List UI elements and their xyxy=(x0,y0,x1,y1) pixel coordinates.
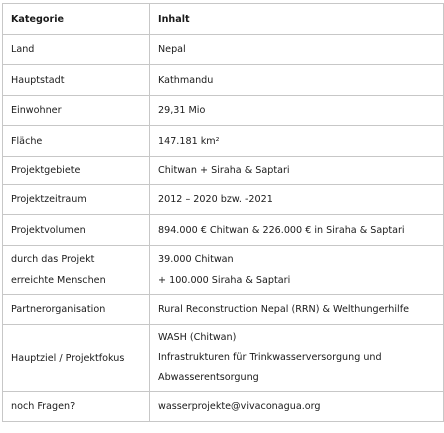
row-value: 147.181 km² xyxy=(150,126,444,157)
row-value xyxy=(150,246,444,295)
row-value: Nepal xyxy=(150,35,444,65)
row-key: Fläche xyxy=(3,126,150,157)
row-value-line: 39.000 Chitwan xyxy=(158,254,234,265)
table-row xyxy=(3,126,444,157)
row-key: Hauptziel / Projektfokus xyxy=(3,325,150,392)
row-value: Rural Reconstruction Nepal (RRN) & Welthungerhilfe xyxy=(150,295,444,325)
header-value-cell: Inhalt xyxy=(150,4,444,35)
row-key xyxy=(3,246,150,295)
row-value: Chitwan + Siraha & Saptari xyxy=(150,157,444,185)
row-key: Hauptstadt xyxy=(3,65,150,96)
row-value: Kathmandu xyxy=(150,65,444,96)
row-key-line: erreichte Menschen xyxy=(11,275,106,286)
header-key-cell: Kategorie xyxy=(3,4,150,35)
row-key-line: durch das Projekt xyxy=(11,254,95,265)
table-row xyxy=(3,35,444,65)
table-row xyxy=(3,96,444,126)
table-row xyxy=(3,185,444,215)
table-row xyxy=(3,325,444,392)
table-row xyxy=(3,392,444,422)
table-header-row xyxy=(3,4,444,35)
row-key: Partnerorganisation xyxy=(3,295,150,325)
row-key: Projektgebiete xyxy=(3,157,150,185)
table-row xyxy=(3,157,444,185)
row-key: Projektvolumen xyxy=(3,215,150,246)
row-key: Einwohner xyxy=(3,96,150,126)
row-value: wasserprojekte@vivaconagua.org xyxy=(150,392,444,422)
row-key: Projektzeitraum xyxy=(3,185,150,215)
row-key: Land xyxy=(3,35,150,65)
row-value xyxy=(150,325,444,392)
row-value-line: Abwasserentsorgung xyxy=(158,372,259,383)
row-value-line: Infrastrukturen für Trinkwasserversorgung und xyxy=(158,352,382,363)
row-value: 2012 – 2020 bzw. -2021 xyxy=(150,185,444,215)
row-value: 894.000 € Chitwan & 226.000 € in Siraha & Saptari xyxy=(150,215,444,246)
row-value-line: WASH (Chitwan) xyxy=(158,332,237,343)
table-row xyxy=(3,65,444,96)
row-key: noch Fragen? xyxy=(3,392,150,422)
row-value-line: + 100.000 Siraha & Saptari xyxy=(158,275,291,286)
project-info-table xyxy=(2,3,444,422)
row-value: 29,31 Mio xyxy=(150,96,444,126)
table-row xyxy=(3,295,444,325)
table-row xyxy=(3,246,444,295)
table-row xyxy=(3,215,444,246)
